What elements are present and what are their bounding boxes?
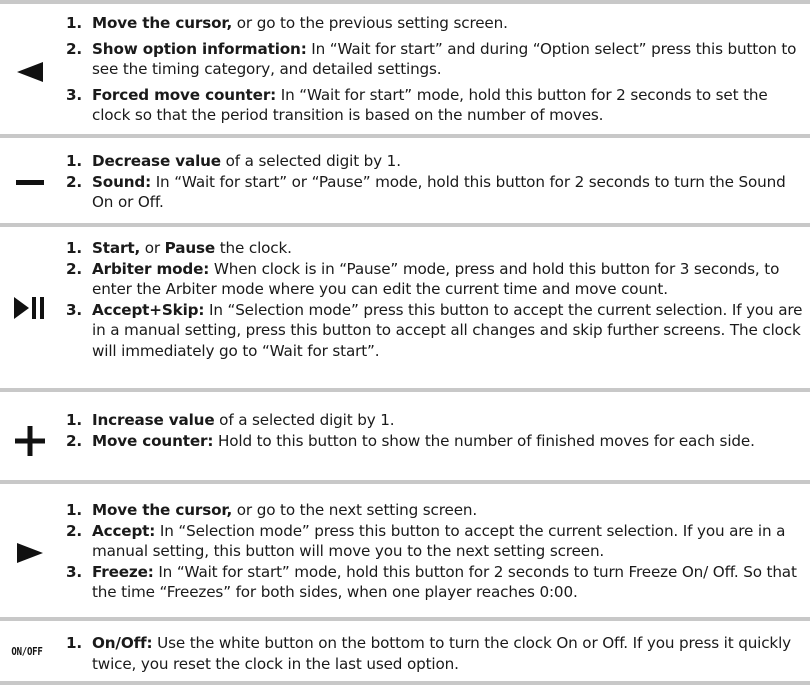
item-term: Accept:: [92, 521, 156, 540]
item-number: 1.: [66, 634, 83, 652]
on-off-text: ON/OFF: [11, 644, 43, 658]
item-number: 1.: [66, 14, 83, 32]
item-text: of a selected digit by 1.: [220, 152, 401, 170]
item-term: Sound:: [92, 172, 152, 191]
item-text: or go to the previous setting screen.: [232, 14, 508, 32]
item-number: 1.: [66, 152, 83, 170]
section-left-button: [0, 13, 810, 131]
item-number: 2.: [66, 172, 83, 191]
item-term: Move the cursor,: [92, 501, 233, 519]
list-item: [66, 521, 808, 562]
instruction-list: [66, 151, 808, 213]
item-number: 1.: [66, 501, 83, 519]
list-item: [66, 259, 808, 300]
divider: [0, 617, 810, 621]
divider: [0, 480, 810, 484]
item-term: Pause: [164, 239, 216, 257]
item-number: 2.: [66, 259, 83, 278]
item-term: Start,: [92, 239, 141, 257]
section-plus-button: [0, 410, 810, 478]
list-item: [66, 238, 808, 259]
instruction-list: [66, 13, 808, 126]
item-text: In “Wait for start” mode, hold this button for 2 seconds to turn Freeze On/ Off. So that the time “Freezes” for both sides, when one player reaches 0:00.: [92, 562, 797, 602]
right-triangle-icon: [0, 500, 60, 606]
item-text: or go to the next setting screen.: [232, 501, 478, 519]
minus-icon: [0, 151, 60, 213]
instruction-list: [66, 633, 808, 674]
item-text: or: [140, 239, 165, 257]
item-number: 2.: [66, 39, 83, 58]
section-minus-button: [0, 151, 810, 221]
item-term: Show option information:: [92, 39, 307, 58]
list-item: [66, 410, 808, 431]
instruction-list: [66, 238, 808, 362]
list-item: [66, 172, 808, 213]
item-text: Use the white button on the bottom to turn the clock On or Off. If you press it quickly twice, you reset the clock in the last used option.: [92, 634, 791, 673]
left-triangle-icon: [0, 13, 60, 131]
instruction-list: [66, 410, 808, 451]
item-text: When clock is in “Pause” mode, press and hold this button for 3 seconds, to enter the Arbiter mode where you can edit the current time and move count.: [92, 259, 780, 299]
divider: [0, 134, 810, 138]
item-text: In “Selection mode” press this button to accept the current selection. If you are in a manual setting, press this button to accept all changes and skip further screens. The clock will immediately go to “Wait for start”.: [92, 300, 803, 360]
item-term: Move the cursor,: [92, 14, 233, 32]
divider: [0, 223, 810, 227]
item-term: Forced move counter:: [92, 85, 277, 104]
list-item: [66, 633, 808, 674]
list-item: [66, 13, 808, 34]
section-play-pause-button: [0, 238, 810, 386]
item-number: 3.: [66, 300, 83, 319]
section-on-off-button: [0, 633, 810, 679]
on-off-label: [0, 633, 54, 669]
list-item: [66, 500, 808, 521]
list-item: [66, 39, 808, 80]
list-item: [66, 300, 808, 362]
list-item: [66, 151, 808, 172]
item-term: On/Off:: [92, 634, 153, 652]
list-item: [66, 431, 808, 452]
item-term: Freeze:: [92, 562, 154, 581]
plus-icon: [0, 410, 60, 472]
item-text: the clock.: [215, 239, 292, 257]
item-text: In “Wait for start” or “Pause” mode, hold this button for 2 seconds to turn the Sound On or Off.: [92, 172, 786, 212]
instruction-list: [66, 500, 808, 603]
item-text: of a selected digit by 1.: [214, 411, 395, 429]
item-number: 2.: [66, 431, 83, 450]
divider: [0, 0, 810, 4]
item-text: In “Wait for start” mode, hold this button for 2 seconds to set the clock so that the period transition is based on the number of moves.: [92, 85, 768, 125]
play-pause-icon: [0, 238, 60, 378]
item-term: Increase value: [92, 411, 215, 429]
item-number: 1.: [66, 239, 83, 257]
divider: [0, 388, 810, 392]
item-number: 2.: [66, 521, 83, 540]
item-number: 1.: [66, 411, 83, 429]
section-right-button: [0, 500, 810, 615]
item-term: Arbiter mode:: [92, 259, 210, 278]
item-term: Accept+Skip:: [92, 300, 205, 319]
item-term: Move counter:: [92, 431, 214, 450]
item-text: In “Wait for start” and during “Option select” press this button to see the timing category, and detailed settings.: [92, 39, 797, 79]
divider: [0, 681, 810, 685]
item-text: Hold to this button to show the number of finished moves for each side.: [213, 431, 755, 450]
item-number: 3.: [66, 562, 83, 581]
item-text: In “Selection mode” press this button to accept the current selection. If you are in a manual setting, this button will move you to the next setting screen.: [92, 521, 786, 561]
item-number: 3.: [66, 85, 83, 104]
item-term: Decrease value: [92, 152, 221, 170]
list-item: [66, 562, 808, 603]
list-item: [66, 85, 808, 126]
